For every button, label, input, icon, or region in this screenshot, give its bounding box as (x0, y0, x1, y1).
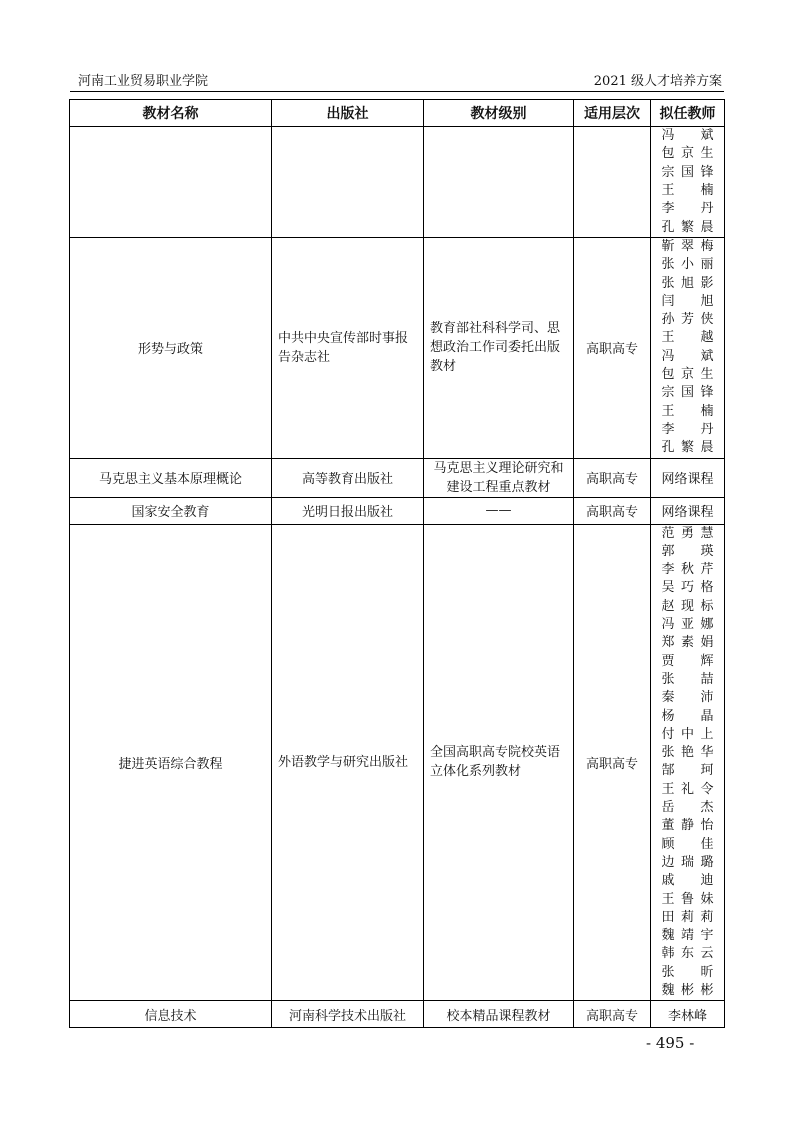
teacher-name: 张 昕 (661, 964, 714, 980)
table-row (70, 458, 725, 497)
cell-publisher: 高等教育出版社 (272, 458, 424, 497)
teacher-name: 宗国锋 (661, 164, 714, 180)
header-plan: 2021 级人才培养方案 (593, 74, 722, 89)
teacher-name: 魏靖宇 (661, 928, 714, 944)
cell-scope: 高职高专 (574, 497, 651, 524)
header-school: 河南工业贸易职业学院 (78, 74, 209, 89)
cell-teacher: 网络课程 (651, 497, 725, 524)
teacher-name: 王礼令 (661, 781, 714, 797)
cell-name: 形势与政策 (70, 238, 272, 459)
teacher-name: 边瑞璐 (661, 854, 714, 870)
cell-publisher: 河南科学技术出版社 (272, 1001, 424, 1028)
teacher-name: 李秋芹 (661, 562, 714, 578)
teacher-name: 郜 珂 (661, 763, 714, 779)
cell-scope: 高职高专 (574, 458, 651, 497)
teacher-name: 孔繁晨 (661, 440, 714, 456)
teacher-name: 宗国锋 (661, 385, 714, 401)
table-row (70, 497, 725, 524)
col-header-publisher: 出版社 (272, 100, 424, 127)
teacher-name: 郭 瑛 (661, 543, 714, 559)
cell-teachers (651, 524, 725, 1001)
cell-teacher: 李林峰 (651, 1001, 725, 1028)
teacher-name: 田莉莉 (661, 909, 714, 925)
cell-publisher (272, 127, 424, 238)
teacher-name: 秦 沛 (661, 690, 714, 706)
col-header-scope: 适用层次 (574, 100, 651, 127)
cell-level: 教育部社科科学司、思想政治工作司委托出版教材 (424, 238, 574, 459)
cell-level: 马克思主义理论研究和建设工程重点教材 (424, 458, 574, 497)
teacher-name: 冯 斌 (661, 128, 714, 144)
cell-name: 捷进英语综合教程 (70, 524, 272, 1001)
col-header-level: 教材级别 (424, 100, 574, 127)
col-header-name: 教材名称 (70, 100, 272, 127)
cell-name: 马克思主义基本原理概论 (70, 458, 272, 497)
cell-scope: 高职高专 (574, 238, 651, 459)
cell-publisher: 外语教学与研究出版社 (272, 524, 424, 1001)
teacher-name: 张 喆 (661, 671, 714, 687)
teacher-name: 冯 斌 (661, 348, 714, 364)
cell-name: 国家安全教育 (70, 497, 272, 524)
cell-scope: 高职高专 (574, 524, 651, 1001)
teacher-name: 赵现标 (661, 598, 714, 614)
teacher-name: 张旭影 (661, 275, 714, 291)
teacher-name: 李 丹 (661, 201, 714, 217)
cell-teacher: 网络课程 (651, 458, 725, 497)
teacher-name: 顾 佳 (661, 836, 714, 852)
teacher-name: 靳翠梅 (661, 239, 714, 254)
cell-level (424, 127, 574, 238)
table-row (70, 127, 725, 238)
teacher-name: 孙芳侠 (661, 312, 714, 328)
teacher-name: 李 丹 (661, 421, 714, 437)
page-number: - 495 - (646, 1034, 695, 1052)
table-row (70, 238, 725, 459)
cell-teachers (651, 127, 725, 238)
teacher-name: 董静怡 (661, 818, 714, 834)
teacher-name: 张艳华 (661, 745, 714, 761)
textbook-table (69, 99, 725, 1028)
teacher-name: 王鲁妹 (661, 891, 714, 907)
teacher-name: 闫 旭 (661, 293, 714, 309)
cell-teachers (651, 238, 725, 459)
cell-scope: 高职高专 (574, 1001, 651, 1028)
cell-level: —— (424, 497, 574, 524)
table-row (70, 1001, 725, 1028)
teacher-name: 韩东云 (661, 946, 714, 962)
cell-scope (574, 127, 651, 238)
teacher-name: 吴巧格 (661, 580, 714, 596)
teacher-name: 王 越 (661, 330, 714, 346)
table-row (70, 524, 725, 1001)
table-header-row (70, 100, 725, 127)
teacher-name: 戚 迪 (661, 873, 714, 889)
teacher-name: 范勇慧 (661, 525, 714, 541)
teacher-name: 杨 晶 (661, 708, 714, 724)
cell-publisher: 光明日报出版社 (272, 497, 424, 524)
teacher-name: 王 楠 (661, 183, 714, 198)
teacher-name: 包京生 (661, 146, 714, 162)
teacher-name: 张小丽 (661, 257, 714, 273)
teacher-name: 冯亚娜 (661, 617, 714, 633)
cell-level: 全国高职高专院校英语立体化系列教材 (424, 524, 574, 1001)
teacher-name: 贾 辉 (661, 653, 714, 669)
cell-name: 信息技术 (70, 1001, 272, 1028)
teacher-name: 岳 杰 (661, 800, 714, 816)
teacher-name: 魏彬彬 (661, 982, 714, 998)
teacher-name: 孔繁晨 (661, 219, 714, 235)
teacher-name: 郑素娟 (661, 635, 714, 651)
cell-level: 校本精品课程教材 (424, 1001, 574, 1028)
col-header-teacher: 拟任教师 (651, 100, 725, 127)
header-rule (70, 91, 724, 92)
cell-name (70, 127, 272, 238)
teacher-name: 王 楠 (661, 403, 714, 419)
cell-publisher: 中共中央宣传部时事报告杂志社 (272, 238, 424, 459)
teacher-name: 包京生 (661, 367, 714, 383)
teacher-name: 付中上 (661, 726, 714, 742)
